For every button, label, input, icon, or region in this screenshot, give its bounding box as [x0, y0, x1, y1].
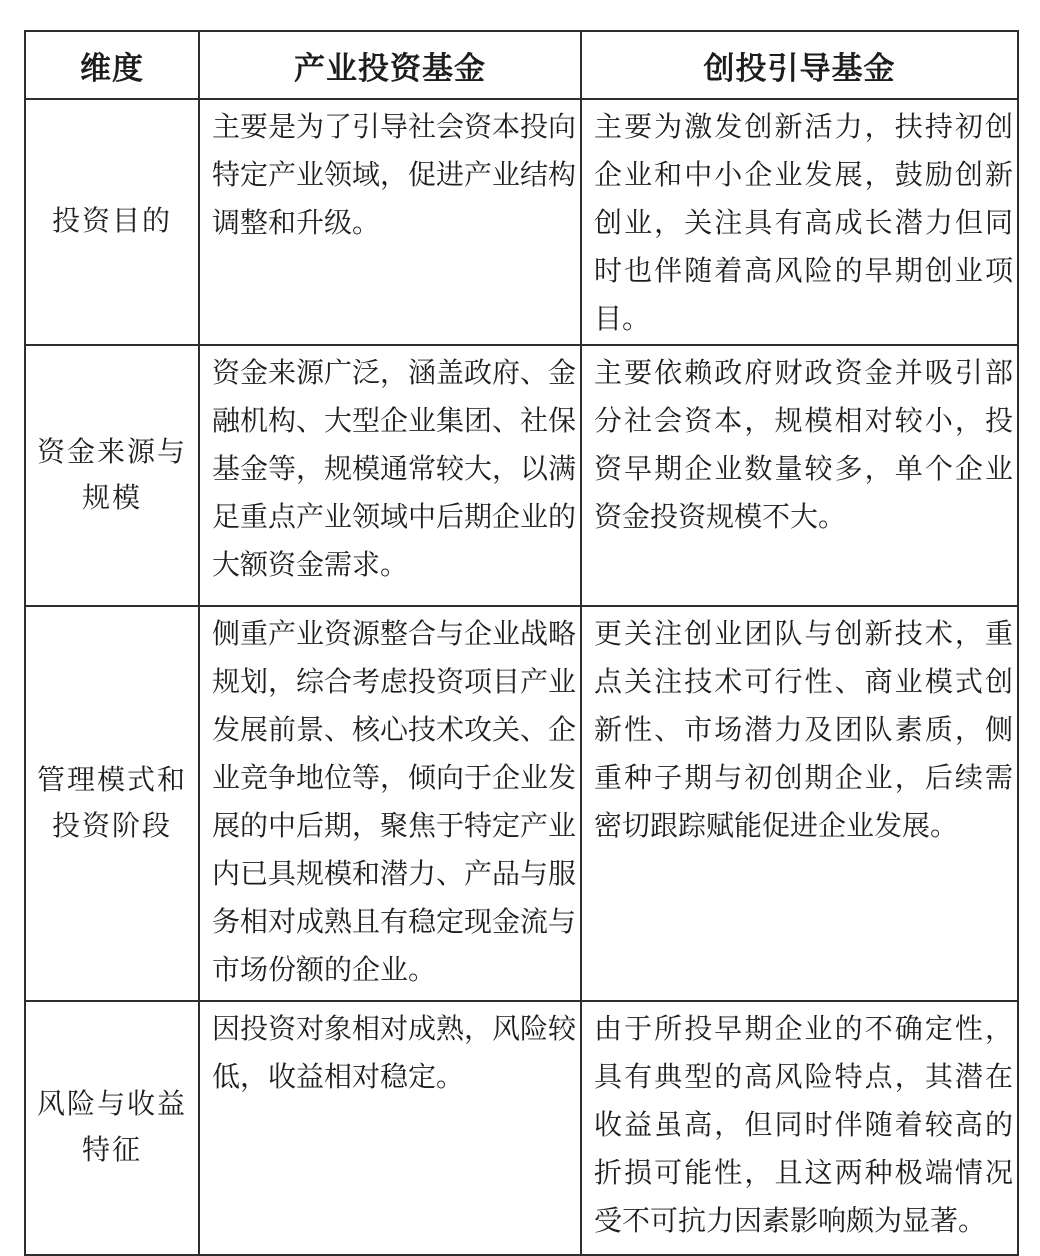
industrial-fund-cell: 侧重产业资源整合与企业战略规划，综合考虑投资项目产业发展前景、核心技术攻关、企业竞争地位等，倾向于企业发展的中后期，聚焦于特定产业内已具规模和潜力、产品与服务相对成熟且有稳定现金流与市场份额的企业。: [199, 606, 581, 1001]
venture-fund-cell: 主要依赖政府财政资金并吸引部分社会资本，规模相对较小，投资早期企业数量较多，单个企业资金投资规模不大。: [581, 345, 1018, 606]
table-row-management-stage: [25, 606, 1018, 1001]
dimension-label-line: 特征: [81, 1135, 142, 1166]
dimension-label-line: 资金来源与: [36, 436, 187, 468]
table-row-funding-source-scale: [25, 345, 1018, 606]
dimension-label-cell: [25, 345, 199, 606]
dimension-label-line: 规模: [81, 482, 142, 514]
venture-fund-cell: 更关注创业团队与创新技术，重点关注技术可行性、商业模式创新性、市场潜力及团队素质，侧重种子期与初创期企业，后续需密切跟踪赋能促进企业发展。: [581, 606, 1018, 1001]
dimension-label-line: 风险与收益: [36, 1089, 187, 1120]
header-dimension: 维度: [25, 31, 199, 99]
dimension-label-line: 管理模式和: [36, 764, 187, 796]
venture-fund-cell: 由于所投早期企业的不确定性，具有典型的高风险特点，其潜在收益虽高，但同时伴随着较高的折损可能性，且这两种极端情况受不可抗力因素影响颇为显著。: [581, 1001, 1018, 1255]
fund-comparison-table: [24, 30, 1019, 1256]
industrial-fund-cell: 因投资对象相对成熟，风险较低，收益相对稳定。: [199, 1001, 581, 1255]
table-row-investment-purpose: [25, 99, 1018, 345]
header-row: [25, 31, 1018, 99]
header-industrial-fund: 产业投资基金: [199, 31, 581, 99]
table-row-risk-return: [25, 1001, 1018, 1255]
dimension-label-cell: [25, 1001, 199, 1255]
venture-fund-cell: 主要为激发创新活力，扶持初创企业和中小企业发展，鼓励创新创业，关注具有高成长潜力但同时也伴随着高风险的早期创业项目。: [581, 99, 1018, 345]
dimension-label-line: 投资目的: [51, 206, 172, 237]
industrial-fund-cell: 主要是为了引导社会资本投向特定产业领域，促进产业结构调整和升级。: [199, 99, 581, 345]
dimension-label-cell: [25, 606, 199, 1001]
dimension-label-cell: [25, 99, 199, 345]
industrial-fund-cell: 资金来源广泛，涵盖政府、金融机构、大型企业集团、社保基金等，规模通常较大，以满足重点产业领域中后期企业的大额资金需求。: [199, 345, 581, 606]
dimension-label-line: 投资阶段: [51, 810, 172, 842]
header-venture-fund: 创投引导基金: [581, 31, 1018, 99]
